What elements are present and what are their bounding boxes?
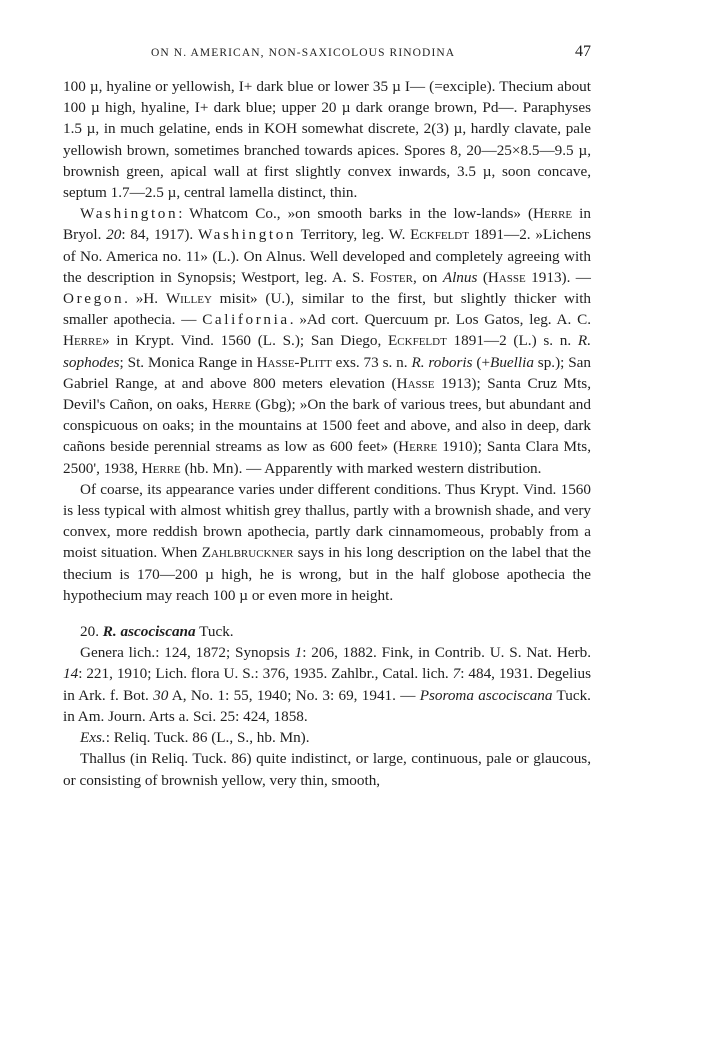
running-title: ON N. AMERICAN, NON-SAXICOLOUS RINODINA [151, 47, 456, 59]
author-herre: Herre [212, 396, 252, 414]
page-number: 47 [575, 43, 591, 60]
paragraph-thallus: Thallus (in Reliq. Tuck. 86) quite indistinct, or large, continuous, pale or glaucous, or consisting of brownish yellow, very thin, smooth, [63, 750, 591, 789]
paragraph-literature: Genera lich.: 124, 1872; Synopsis 1: 206, 1882. Fink, in Contrib. U. S. Nat. Herb. 14: 221, 1910; Lich. flora U. S.: 376, 1935. Zahlbr., Catal. lich. 7: 484, 1931. Degelius in Ark. f. Bot. 30 A, No. 1: 55, 1940; No. 3: 69, 1941. — Psoroma ascociscana Tuck. in Am. Journ. Arts a. Sci. 25: 424, 1858. [63, 644, 591, 725]
paragraph-exsiccata: Exs.: Reliq. Tuck. 86 (L., S., hb. Mn). [80, 729, 310, 747]
species-number: 20. [80, 623, 99, 641]
taxon-psoroma: Psoroma ascociscana [419, 686, 553, 704]
paragraph-localities: Washington: Whatcom Co., »on smooth barks in the low-lands» (Herre in Bryol. 20: 84, 1917). Washington Territory, leg. W. Eckfeldt 1891—2. »Lichens of No. America no. 11» (L.). On Alnus. Well developed and completely agreeing with the description in Synopsis; Westport, leg. A. S. Foster, on Alnus (Hasse 1913). — Oregon. »H. Willey misit» (U.), similar to the first, but slightly thicker with smaller apothecia. — California. »Ad cort. Quercuum pr. Los Gatos, leg. A. C. Herre» in Krypt. Vind. 1560 (L. S.); San Diego, Eckfeldt 1891—2 (L.) s. n. R. sophodes; St. Monica Range in Hasse-Plitt exs. 73 s. n. R. roboris (+Buellia sp.); San Gabriel Range, at and above 800 meters elevation (Hasse 1913); Santa Cruz Mts, Devil's Cañon, on oaks, Herre (Gbg); »On the bark of various trees, but abundant and conspicuous on oaks; in the mountains at 1500 feet and above, and also in deep, dark cañons beside perennial streams as low as 600 feet» (Herre 1910); Santa Clara Mts, 2500', 1938, Herre (hb. Mn). — Apparently with marked western distribution. [63, 205, 592, 477]
taxon-buellia: Buellia [490, 353, 534, 371]
paragraph-description: 100 µ, hyaline or yellowish, I+ dark blue or lower 35 µ I— (=exciple). Thecium about 100 µ high, hyaline, I+ dark blue; upper 20 µ dark orange brown, Pd—. Paraphyses 1.5 µ, in much gelatine, ends in KOH somewhat discrete, 2(3) µ, hardly clavate, pale yellowish brown, sometimes branched towards apices. Spores 8, 20—25×8.5—9.5 µ, brownish green, apical wall at first slightly convex inwards, 3.5 µ, soon concave, septum 1.7—2.5 µ, central lamella distinct, thin. [63, 78, 591, 202]
author-foster: Foster [369, 268, 413, 286]
author-herre: Herre [398, 438, 438, 456]
volume-number: 1 [294, 644, 303, 662]
author-willey: Willey [165, 290, 212, 308]
volume-number: 20 [106, 226, 122, 244]
author-herre: Herre [63, 332, 103, 350]
running-header [63, 45, 591, 65]
author-zahlbruckner: Zahlbruckner [201, 544, 294, 562]
author-herre: Herre [533, 205, 573, 223]
volume-number: 14 [63, 665, 79, 683]
locality-california: California [202, 311, 290, 329]
author-hasse-plitt: Hasse-Plitt [256, 353, 332, 371]
author-herre: Herre [141, 459, 181, 477]
locality-washington: Washington [80, 205, 179, 223]
exs-label: Exs. [80, 729, 106, 747]
species-heading [63, 621, 591, 642]
author-hasse: Hasse [396, 374, 435, 392]
species-author: Tuck. [199, 623, 234, 641]
body-text [63, 76, 591, 791]
volume-number: 30 [153, 686, 169, 704]
taxon-alnus: Alnus [442, 268, 478, 286]
author-eckfeldt: Eckfeldt [388, 332, 447, 350]
taxon-roboris: R. roboris [411, 353, 473, 371]
paragraph-remarks: Of coarse, its appearance varies under different conditions. Thus Krypt. Vind. 1560 is less typical with almost whitish grey thallus, partly with a brownish shade, and very convex, more reddish brown apothecia, partly dark cinnamomeous, probably from a moist situation. When Zahlbruckner says in his long description on the label that the thecium is 170—200 µ high, he is wrong, but in the half globose apothecia the hypothecium may reach 100 µ or even more in height. [63, 480, 591, 604]
locality-oregon: Oregon [63, 290, 125, 308]
taxon-sophodes: R. sophodes [63, 332, 591, 371]
author-eckfeldt: Eckfeldt [410, 226, 469, 244]
species-name: R. ascociscana [102, 623, 196, 641]
volume-number: 7 [452, 665, 461, 683]
author-hasse: Hasse [487, 268, 526, 286]
locality-washington-territory: Washington [197, 226, 297, 244]
